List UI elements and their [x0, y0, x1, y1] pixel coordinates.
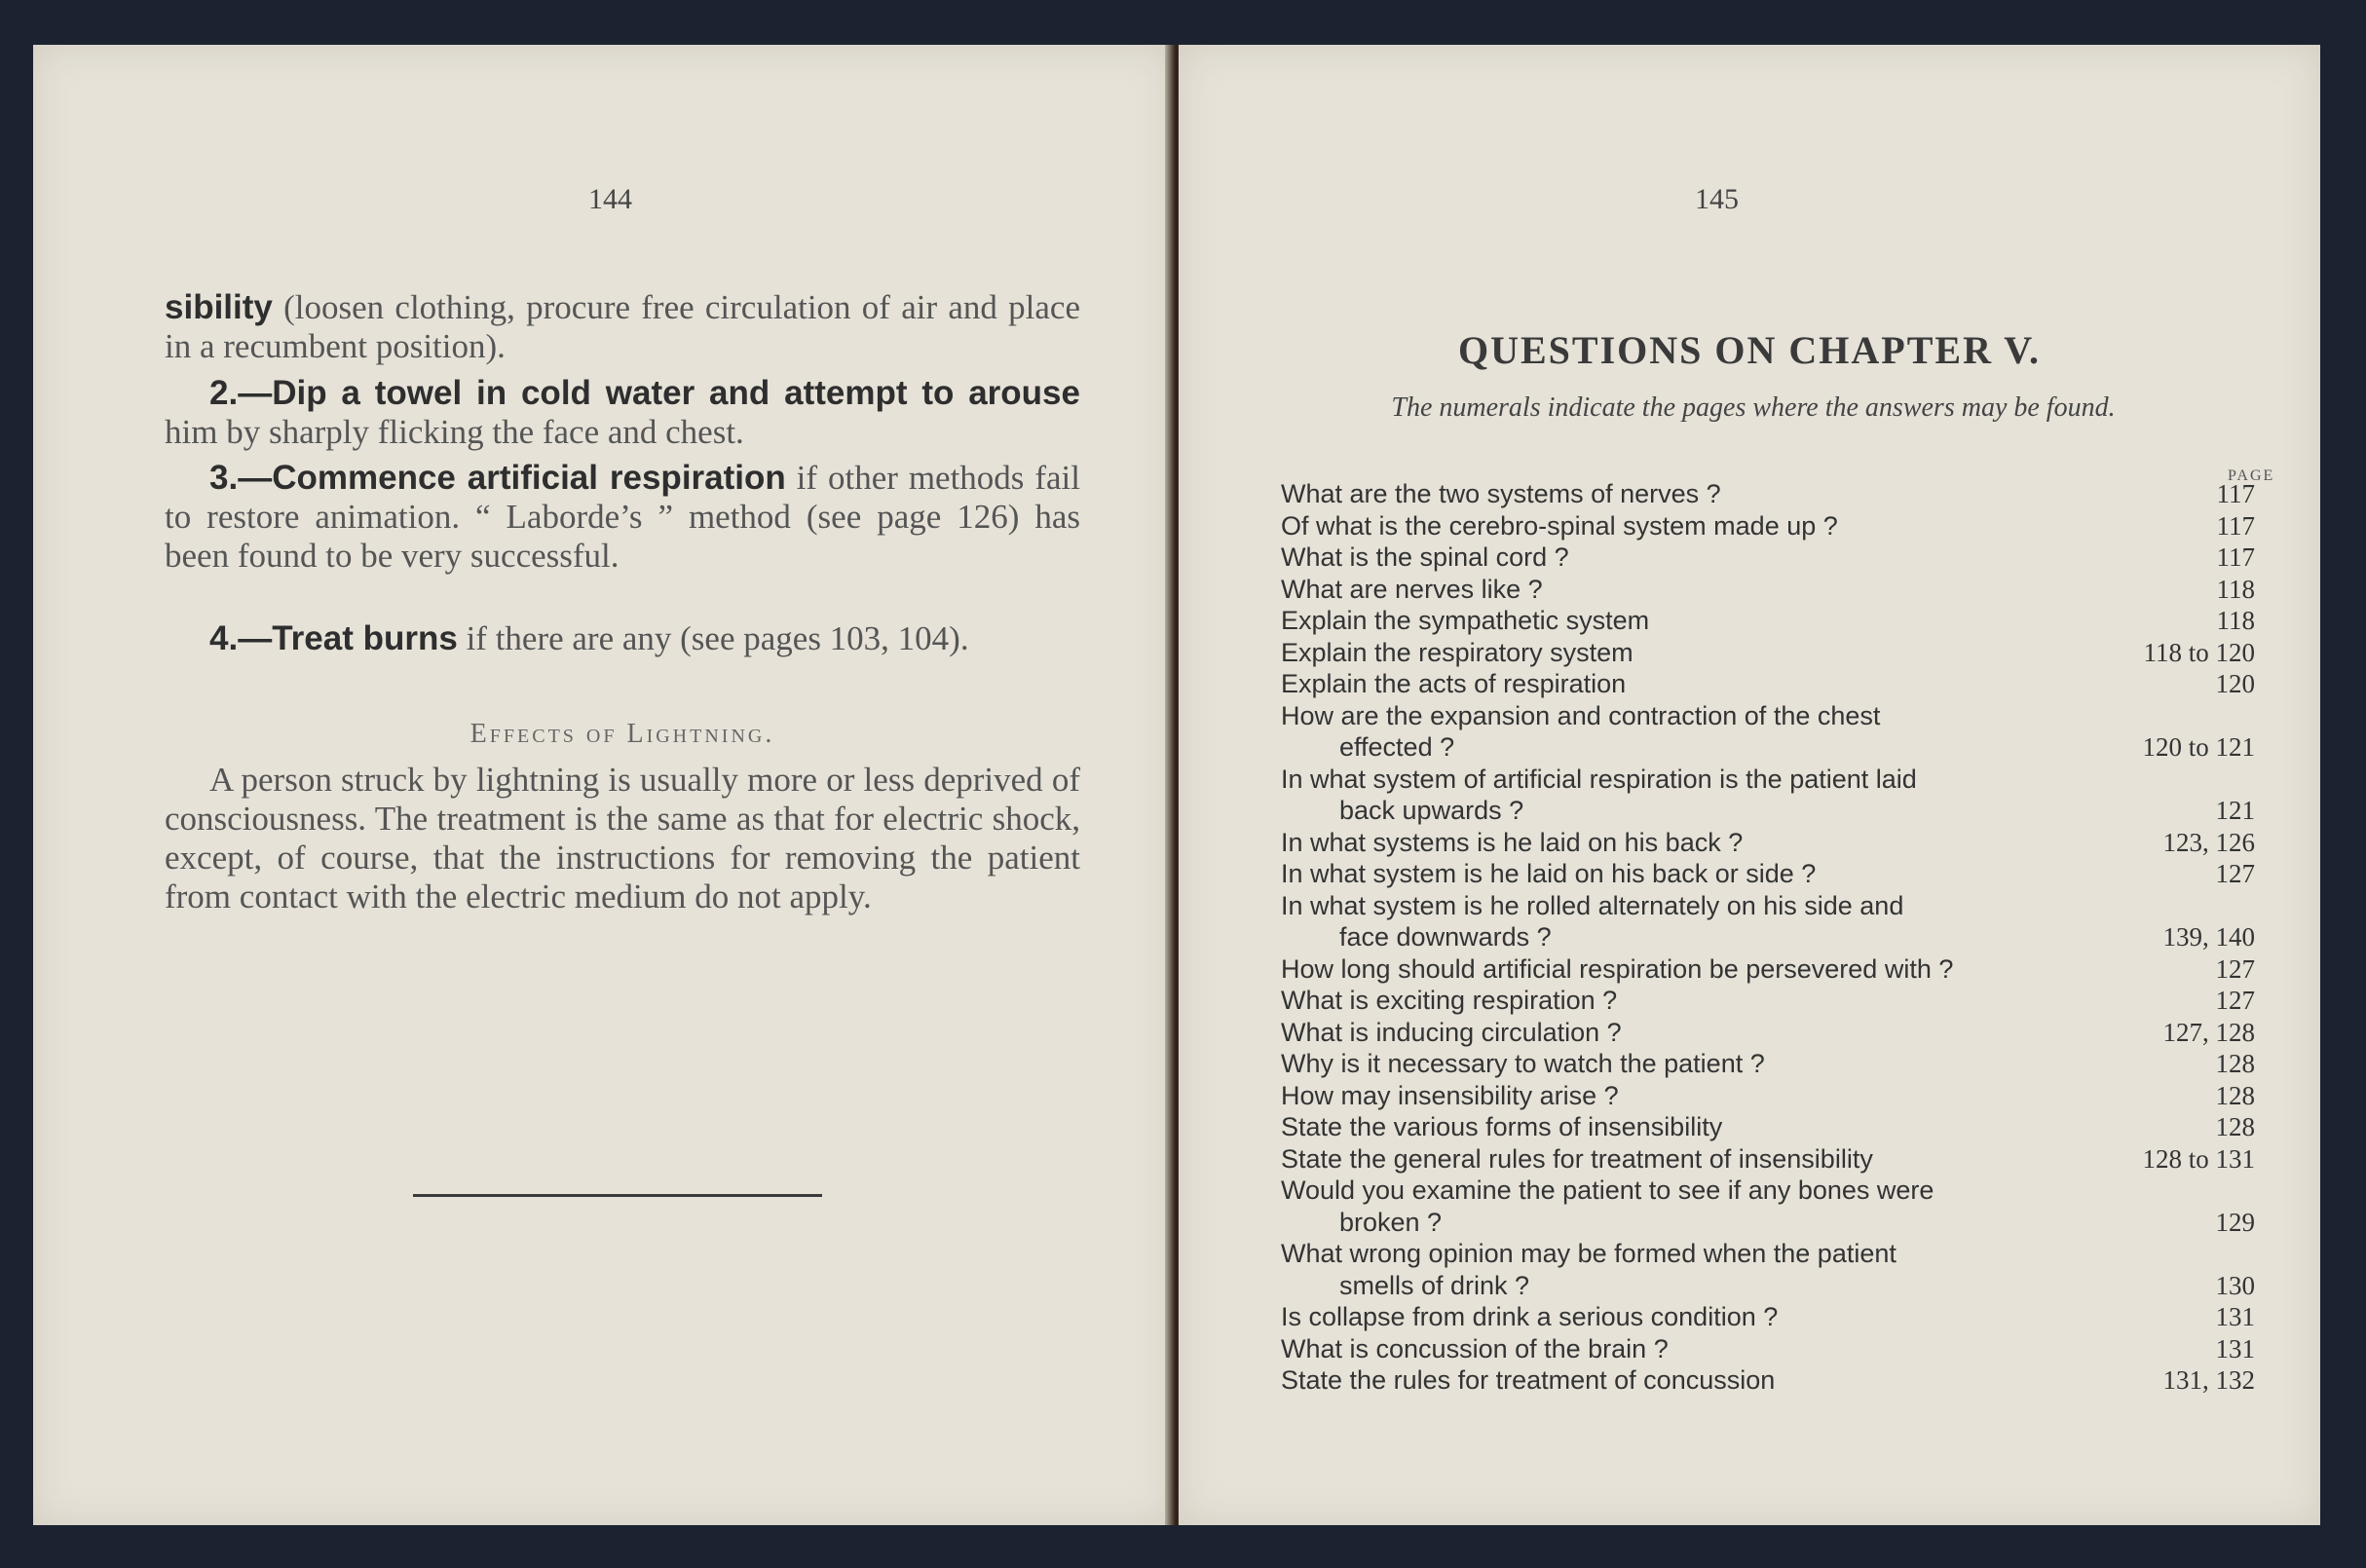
question-item — [1281, 541, 2255, 574]
question-page-ref: 131 — [2215, 1302, 2255, 1331]
question-item — [1281, 858, 2255, 890]
questions-list — [1281, 478, 2255, 1397]
question-text: What is exciting respiration ? — [1281, 986, 1618, 1015]
step-2 — [165, 374, 1080, 452]
question-item — [1281, 890, 2255, 953]
question-page-ref: 123, 126 — [2162, 827, 2255, 857]
question-item — [1281, 1017, 2255, 1049]
question-text: Why is it necessary to watch the patient ? — [1281, 1049, 1765, 1078]
question-text: State the various forms of insensibility — [1281, 1112, 1723, 1141]
question-page-ref: 129 — [2215, 1207, 2255, 1237]
question-page-ref: 120 — [2215, 669, 2255, 698]
question-text: State the general rules for treatment of insensibility — [1281, 1143, 1873, 1174]
step-4 — [165, 619, 1080, 658]
question-continuation: effected ? — [1339, 732, 1455, 762]
question-page-ref: 118 to 120 — [2143, 637, 2255, 667]
question-text: In what system is he rolled alternately on his side and — [1281, 890, 1904, 920]
section-heading-text: Effects of Lightning. — [469, 719, 775, 749]
question-item — [1281, 1143, 2255, 1176]
step-2-bold: Dip a towel in cold water and attempt to arouse — [272, 374, 1080, 412]
question-page-ref: 139, 140 — [2162, 922, 2255, 952]
question-text: In what systems is he laid on his back ? — [1281, 827, 1744, 857]
question-continuation: broken ? — [1339, 1207, 1443, 1237]
question-page-ref: 128 — [2215, 1080, 2255, 1110]
para1-bold: sibility — [165, 288, 273, 326]
question-continuation: back upwards ? — [1339, 796, 1524, 825]
chapter-questions-title: QUESTIONS ON CHAPTER V. — [1458, 328, 2041, 372]
question-page-ref: 118 — [2216, 574, 2255, 604]
question-page-ref: 127 — [2215, 859, 2255, 888]
question-item — [1281, 668, 2255, 700]
question-page-ref: 121 — [2215, 796, 2255, 825]
lightning-paragraph — [165, 761, 1080, 916]
question-text: Is collapse from drink a serious condition ? — [1281, 1302, 1779, 1331]
question-item — [1281, 1333, 2255, 1365]
question-text: State the rules for treatment of concussion — [1281, 1365, 1776, 1395]
step-3-text: if other methods fail to restore animation. “ Laborde’s ” method (see page 126) has been found to be very successful. — [165, 459, 1080, 575]
question-item — [1281, 1238, 2255, 1301]
question-text: How may insensibility arise ? — [1281, 1080, 1619, 1110]
question-item — [1281, 1175, 2255, 1238]
chapter-subtitle: The numerals indicate the pages where the answers may be found. — [1391, 392, 2116, 423]
question-page-ref: 117 — [2216, 542, 2255, 572]
question-text: Of what is the cerebro-spinal system made up ? — [1281, 510, 1838, 541]
question-item — [1281, 827, 2255, 859]
question-text: Explain the sympathetic system — [1281, 606, 1650, 635]
question-page-ref: 127 — [2215, 986, 2255, 1015]
question-item — [1281, 1048, 2255, 1080]
question-text: What are nerves like ? — [1281, 574, 1543, 604]
question-page-ref: 131 — [2215, 1333, 2255, 1363]
step-4-number: 4.— — [209, 619, 273, 657]
question-page-ref: 128 — [2215, 1049, 2255, 1078]
continued-paragraph — [165, 288, 1080, 366]
step-2-number: 2.— — [209, 374, 273, 412]
question-text: What are the two systems of nerves ? — [1281, 479, 1721, 508]
page-number-right: 145 — [1695, 183, 1739, 215]
page-number-left: 144 — [588, 183, 632, 215]
question-item — [1281, 1111, 2255, 1143]
question-page-ref: 118 — [2216, 606, 2255, 635]
question-text: In what system is he laid on his back or side ? — [1281, 859, 1817, 888]
question-text: Explain the acts of respiration — [1281, 669, 1627, 698]
question-item — [1281, 605, 2255, 637]
question-text: Explain the respiratory system — [1281, 637, 1634, 667]
step-3-number: 3.— — [209, 459, 273, 497]
para1-text: (loosen clothing, procure free circulation of air and place in a recumbent position). — [165, 288, 1080, 365]
question-text: What is concussion of the brain ? — [1281, 1333, 1669, 1363]
step-4-text: if there are any (see pages 103, 104). — [457, 619, 969, 657]
question-text: How are the expansion and contraction of the chest — [1281, 700, 1881, 730]
question-text: What is the spinal cord ? — [1281, 542, 1569, 572]
question-page-ref: 117 — [2216, 510, 2255, 541]
question-item — [1281, 764, 2255, 827]
question-text: Would you examine the patient to see if any bones were — [1281, 1176, 1934, 1205]
question-text: What wrong opinion may be formed when the patient — [1281, 1239, 1897, 1268]
question-continuation: smells of drink ? — [1339, 1270, 1530, 1300]
question-page-ref: 128 — [2215, 1112, 2255, 1141]
question-item — [1281, 953, 2255, 986]
question-page-ref: 127, 128 — [2162, 1017, 2255, 1047]
question-page-ref: 130 — [2215, 1270, 2255, 1300]
left-page — [33, 45, 1173, 1525]
question-item — [1281, 1364, 2255, 1397]
question-item — [1281, 637, 2255, 669]
right-page — [1179, 45, 2320, 1525]
question-page-ref: 127 — [2215, 953, 2255, 984]
question-item — [1281, 1301, 2255, 1333]
step-2-text: him by sharply flicking the face and chest. — [165, 413, 744, 451]
section-heading-lightning — [165, 719, 1080, 750]
step-3-bold: Commence artificial respiration — [272, 459, 786, 497]
question-item — [1281, 574, 2255, 606]
step-4-bold: Treat burns — [272, 619, 458, 657]
question-page-ref: 131, 132 — [2162, 1365, 2255, 1395]
question-page-ref: 128 to 131 — [2142, 1143, 2255, 1174]
question-page-ref: 117 — [2216, 479, 2255, 508]
question-item — [1281, 985, 2255, 1017]
step-3 — [165, 459, 1080, 576]
end-rule — [413, 1194, 822, 1197]
question-item — [1281, 1080, 2255, 1112]
question-continuation: face downwards ? — [1339, 922, 1552, 952]
question-text: What is inducing circulation ? — [1281, 1017, 1622, 1047]
question-item — [1281, 700, 2255, 764]
question-text: In what system of artificial respiration is the patient laid — [1281, 764, 1917, 794]
question-item — [1281, 478, 2255, 510]
lightning-text: A person struck by lightning is usually more or less deprived of consciousness. The treatment is the same as that for electric shock, except, of course, that the instructions for removing the patient from contact with the electric medium do not apply. — [165, 761, 1080, 915]
question-text: How long should artificial respiration be persevered with ? — [1281, 953, 1954, 984]
question-page-ref: 120 to 121 — [2142, 732, 2255, 762]
page-column-label: PAGE — [2228, 467, 2275, 484]
question-item — [1281, 510, 2255, 542]
